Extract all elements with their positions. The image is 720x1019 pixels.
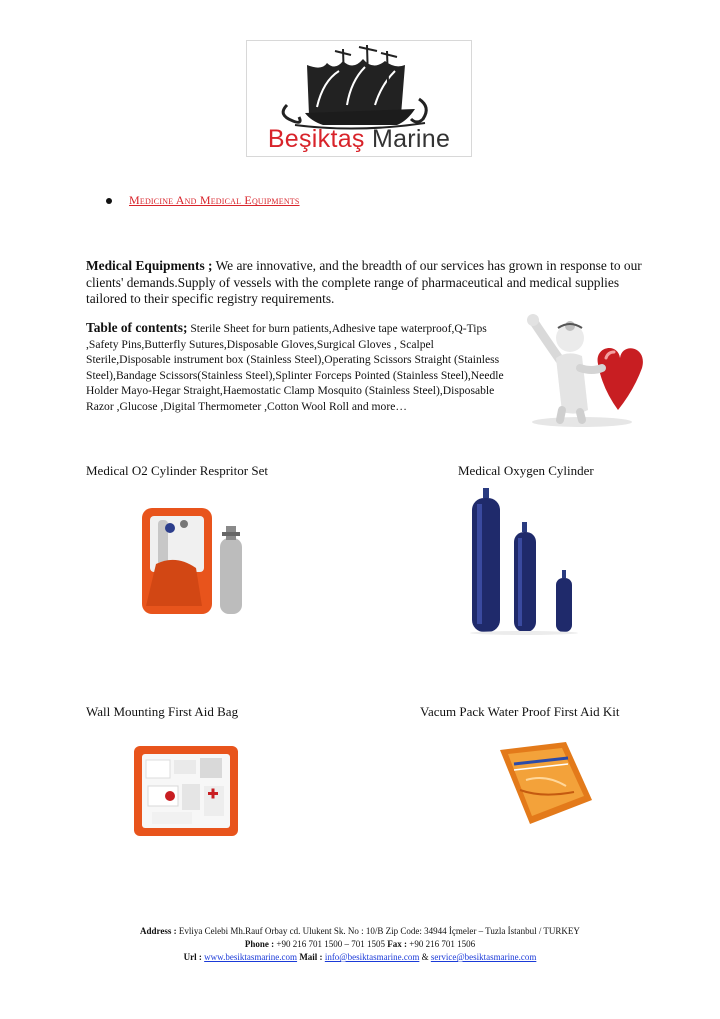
first-aid-bag-image [134, 740, 242, 838]
mail-label: Mail : [299, 952, 323, 962]
address-label: Address : [140, 926, 177, 936]
footer-address-line [0, 925, 720, 938]
logo-wordmark [247, 125, 471, 154]
fax-label: Fax : [387, 939, 407, 949]
section-heading-link[interactable]: Medicine And Medical Equipments [129, 193, 300, 207]
email-separator: & [421, 952, 429, 962]
phone-value: +90 216 701 1500 – 701 1505 [276, 939, 385, 949]
company-logo [246, 40, 472, 157]
info-email-link[interactable]: info@besiktasmarine.com [324, 952, 420, 962]
vacuum-first-aid-kit-image [496, 740, 596, 826]
footer-phone-line [0, 938, 720, 951]
fax-value: +90 216 701 1506 [409, 939, 476, 949]
intro-text: We are innovative, and the breadth of our services has grown in response to our clients' demands.Supply of vessels with the complete range of pharmaceutical and medical supplies tailored to their specific registry requirements. [86, 258, 642, 306]
website-link[interactable]: www.besiktasmarine.com [204, 952, 298, 962]
product-caption: Medical Oxygen Cylinder [458, 463, 594, 478]
o2-cylinder-set-image [136, 494, 252, 618]
product-caption: Vacum Pack Water Proof First Aid Kit [420, 704, 620, 719]
contents-text: Sterile Sheet for burn patients,Adhesive tape waterproof,Q-Tips ,Safety Pins,Butterfly Sutures,Disposable Gloves,Surgical Gloves , Scalpel Sterile,Disposable instrument box (Stainless Steel),Operating Scissors Straight (Stainless Steel),Bandage Scissors(Stainless Steel),Splinter Forceps Pointed (Stainless Steel),Needle Holder Mayo-Hegar Straight,Haemostatic Clamp Mosquito (Stainless Steel),Disposable Razor ,Glucose ,Digital Thermometer ,Cotton Wool Roll and more… [86, 322, 504, 413]
product-caption: Wall Mounting First Aid Bag [86, 704, 239, 719]
page-footer [0, 925, 720, 964]
intro-label: Medical Equipments ; [86, 258, 213, 273]
contents-paragraph [86, 320, 508, 415]
bullet-icon [106, 198, 112, 204]
footer-web-line [0, 951, 720, 964]
section-heading-row [106, 193, 300, 208]
product-caption: Medical O2 Cylinder Respritor Set [86, 463, 268, 478]
intro-paragraph [86, 258, 646, 308]
service-email-link[interactable]: service@besiktasmarine.com [430, 952, 537, 962]
phone-label: Phone : [244, 939, 275, 949]
address-value: Evliya Celebi Mh.Rauf Orbay cd. Ulukent Sk. No : 10/B Zip Code: 34944 İçmeler – Tuzla İstanbul / TURKEY [178, 926, 580, 936]
oxygen-cylinder-image [466, 488, 582, 636]
url-label: Url : [183, 952, 202, 962]
logo-brand-part1: Beşiktaş [267, 125, 365, 153]
logo-brand-part2: Marine [371, 125, 451, 153]
doctor-heart-image [522, 310, 652, 428]
contents-label: Table of contents; [86, 320, 188, 335]
